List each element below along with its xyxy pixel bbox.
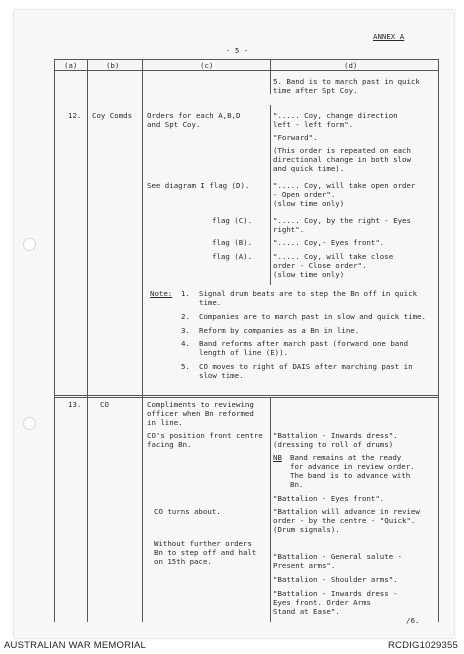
command-text: "..... Coy, change direction	[273, 111, 398, 120]
action-text: CO turns about.	[154, 507, 221, 516]
serial-number: 13.	[68, 400, 82, 409]
action-text: officer when Bn reformed	[147, 409, 254, 418]
note-number: 5.	[181, 362, 190, 371]
action-text: Orders for each A,B,D	[147, 111, 241, 120]
table-rule	[270, 59, 271, 94]
action-text: flag (C).	[212, 216, 253, 225]
action-text: on 15th pace.	[154, 557, 212, 566]
command-text: Eyes front. Order Arms	[273, 598, 371, 607]
table-rule	[54, 395, 439, 396]
action-text: in line.	[147, 418, 183, 427]
command-text: "Battalion will advance in review	[273, 507, 420, 516]
command-text: "..... Coy, by the right - Eyes	[273, 216, 411, 225]
command-text: directional change in both slow	[273, 155, 411, 164]
action-text: facing Bn.	[147, 440, 192, 449]
command-text: "Battalion - General salute -	[273, 552, 403, 561]
command-text: "Battalion - Inwards dress -	[273, 589, 398, 598]
annex-label: ANNEX A	[373, 32, 405, 41]
command-text: (Drum signals).	[273, 525, 340, 534]
nb-text: Bn.	[290, 480, 304, 489]
note-number: 1.	[181, 289, 190, 298]
table-rule	[87, 59, 88, 622]
nb-text: The band is to advance with	[290, 471, 411, 480]
note-text: Reform by companies as a Bn in line.	[199, 326, 360, 335]
command-text: - Open order".	[273, 190, 336, 199]
column-header: (c)	[200, 61, 214, 70]
note-number: 2.	[181, 312, 190, 321]
responsible-party: CO	[100, 400, 109, 409]
action-text: flag (A).	[212, 252, 253, 261]
table-rule	[270, 397, 271, 622]
command-text: right".	[273, 225, 305, 234]
table-rule	[54, 59, 55, 622]
action-text: Compliments to reviewing	[147, 400, 254, 409]
table-rule	[438, 59, 439, 622]
action-text: and Spt Coy.	[147, 120, 201, 129]
table-rule	[142, 59, 143, 622]
band-note: time after Spt Coy.	[273, 86, 358, 95]
punch-hole	[23, 417, 36, 430]
table-rule	[270, 105, 271, 285]
note-text: Band reforms after march past (forward one band	[199, 339, 409, 348]
command-text: (slow time only)	[273, 270, 345, 279]
note-text: time.	[199, 298, 222, 307]
note-text: slow time.	[199, 371, 244, 380]
table-rule	[54, 70, 439, 71]
archive-credit: AUSTRALIAN WAR MEMORIAL	[4, 640, 147, 651]
command-text: "Battalion - Shoulder arms".	[273, 575, 398, 584]
note-number: 4.	[181, 339, 190, 348]
table-rule	[54, 397, 439, 398]
command-text: (slow time only)	[273, 199, 345, 208]
column-header: (a)	[64, 61, 78, 70]
command-text: "Battalion - Eyes front".	[273, 494, 385, 503]
punch-hole	[23, 238, 36, 251]
command-text: (This order is repeated on each	[273, 146, 411, 155]
column-header: (d)	[344, 61, 358, 70]
command-text: (dressing to roll of drums)	[273, 440, 394, 449]
command-text: Present arms".	[273, 561, 336, 570]
serial-number: 12.	[68, 111, 82, 120]
note-text: Signal drum beats are to step the Bn off in quick	[199, 289, 418, 298]
command-text: order - Close order".	[273, 261, 367, 270]
command-text: and quick time).	[273, 164, 345, 173]
command-text: "Battalion - Inwards dress".	[273, 431, 398, 440]
action-text: Bn to step off and halt	[154, 548, 257, 557]
command-text: Stand at Ease".	[273, 607, 340, 616]
archive-id: RCDIG1029355	[388, 640, 458, 651]
action-text: Without further orders	[154, 539, 252, 548]
command-text: "..... Coy, will take open order	[273, 181, 416, 190]
nb-label: NB	[273, 453, 282, 462]
column-header: (b)	[106, 61, 120, 70]
note-text: length of line (E)).	[199, 348, 288, 357]
nb-text: for advance in review order.	[290, 462, 415, 471]
command-text: order - by the centre - "Quick".	[273, 516, 416, 525]
action-text: flag (B).	[212, 238, 253, 247]
page-number: - 5 -	[226, 46, 249, 55]
note-label: Note:	[150, 289, 173, 298]
note-number: 3.	[181, 326, 190, 335]
action-text: CO's position front centre	[147, 431, 263, 440]
command-text: "..... Coy, will take close	[273, 252, 394, 261]
next-page-marker: /6.	[406, 616, 420, 625]
command-text: "..... Coy,- Eyes front".	[273, 238, 385, 247]
document-page	[14, 10, 454, 638]
note-text: Companies are to march past in slow and quick time.	[199, 312, 426, 321]
note-text: CO moves to right of DAIS after marching past in	[199, 362, 413, 371]
command-text: left - left form".	[273, 120, 354, 129]
command-text: "Forward".	[273, 133, 318, 142]
action-text: See diagram I flag (D).	[147, 181, 250, 190]
band-note: 5. Band is to march past in quick	[273, 77, 420, 86]
nb-text: Band remains at the ready	[290, 453, 402, 462]
responsible-party: Coy Comds	[92, 111, 133, 120]
table-rule	[54, 59, 439, 60]
